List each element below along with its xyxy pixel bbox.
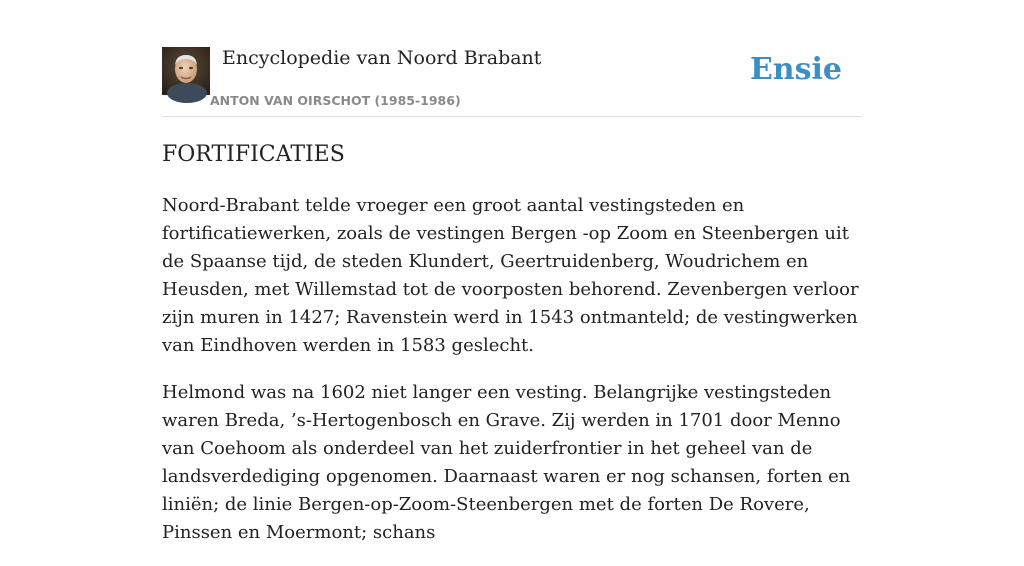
ensie-logo[interactable]: Ensie <box>749 52 842 87</box>
article-paragraph: Helmond was na 1602 niet langer een vesting. Belangrijke vestingsteden waren Breda, ’s-Hertogenbosch en Grave. Zij werden in 1701 door Menno van Coehoom als onderdeel van het zuiderfrontier in het geheel van de landsverdediging opgenomen. Daarnaast waren er nog schansen, forten en liniën; de linie Bergen-op-Zoom-Steenbergen met de forten De Rovere, Pinssen en Moermont; schans <box>162 382 851 543</box>
author-portrait-icon <box>162 47 210 95</box>
book-title[interactable]: Encyclopedie van Noord Brabant <box>222 47 542 69</box>
author-avatar[interactable] <box>162 47 210 95</box>
article-body <box>162 192 866 566</box>
header <box>162 46 862 117</box>
author-name[interactable]: ANTON VAN OIRSCHOT (1985-1986) <box>210 93 461 108</box>
article-paragraph: Noord-Brabant telde vroeger een groot aantal vestingsteden en fortificatiewerken, zoals de vestingen Bergen -op Zoom en Steenbergen uit de Spaanse tijd, de steden Klundert, Geertruidenberg, Woudrichem en Heusden, met Willemstad tot de voorposten behorend. Zevenbergen verloor zijn muren in 1427; Ravenstein werd in 1543 ontmanteld; de vestingwerken van Eindhoven werden in 1583 geslecht. <box>162 195 859 356</box>
article-title: FORTIFICATIES <box>162 142 345 167</box>
